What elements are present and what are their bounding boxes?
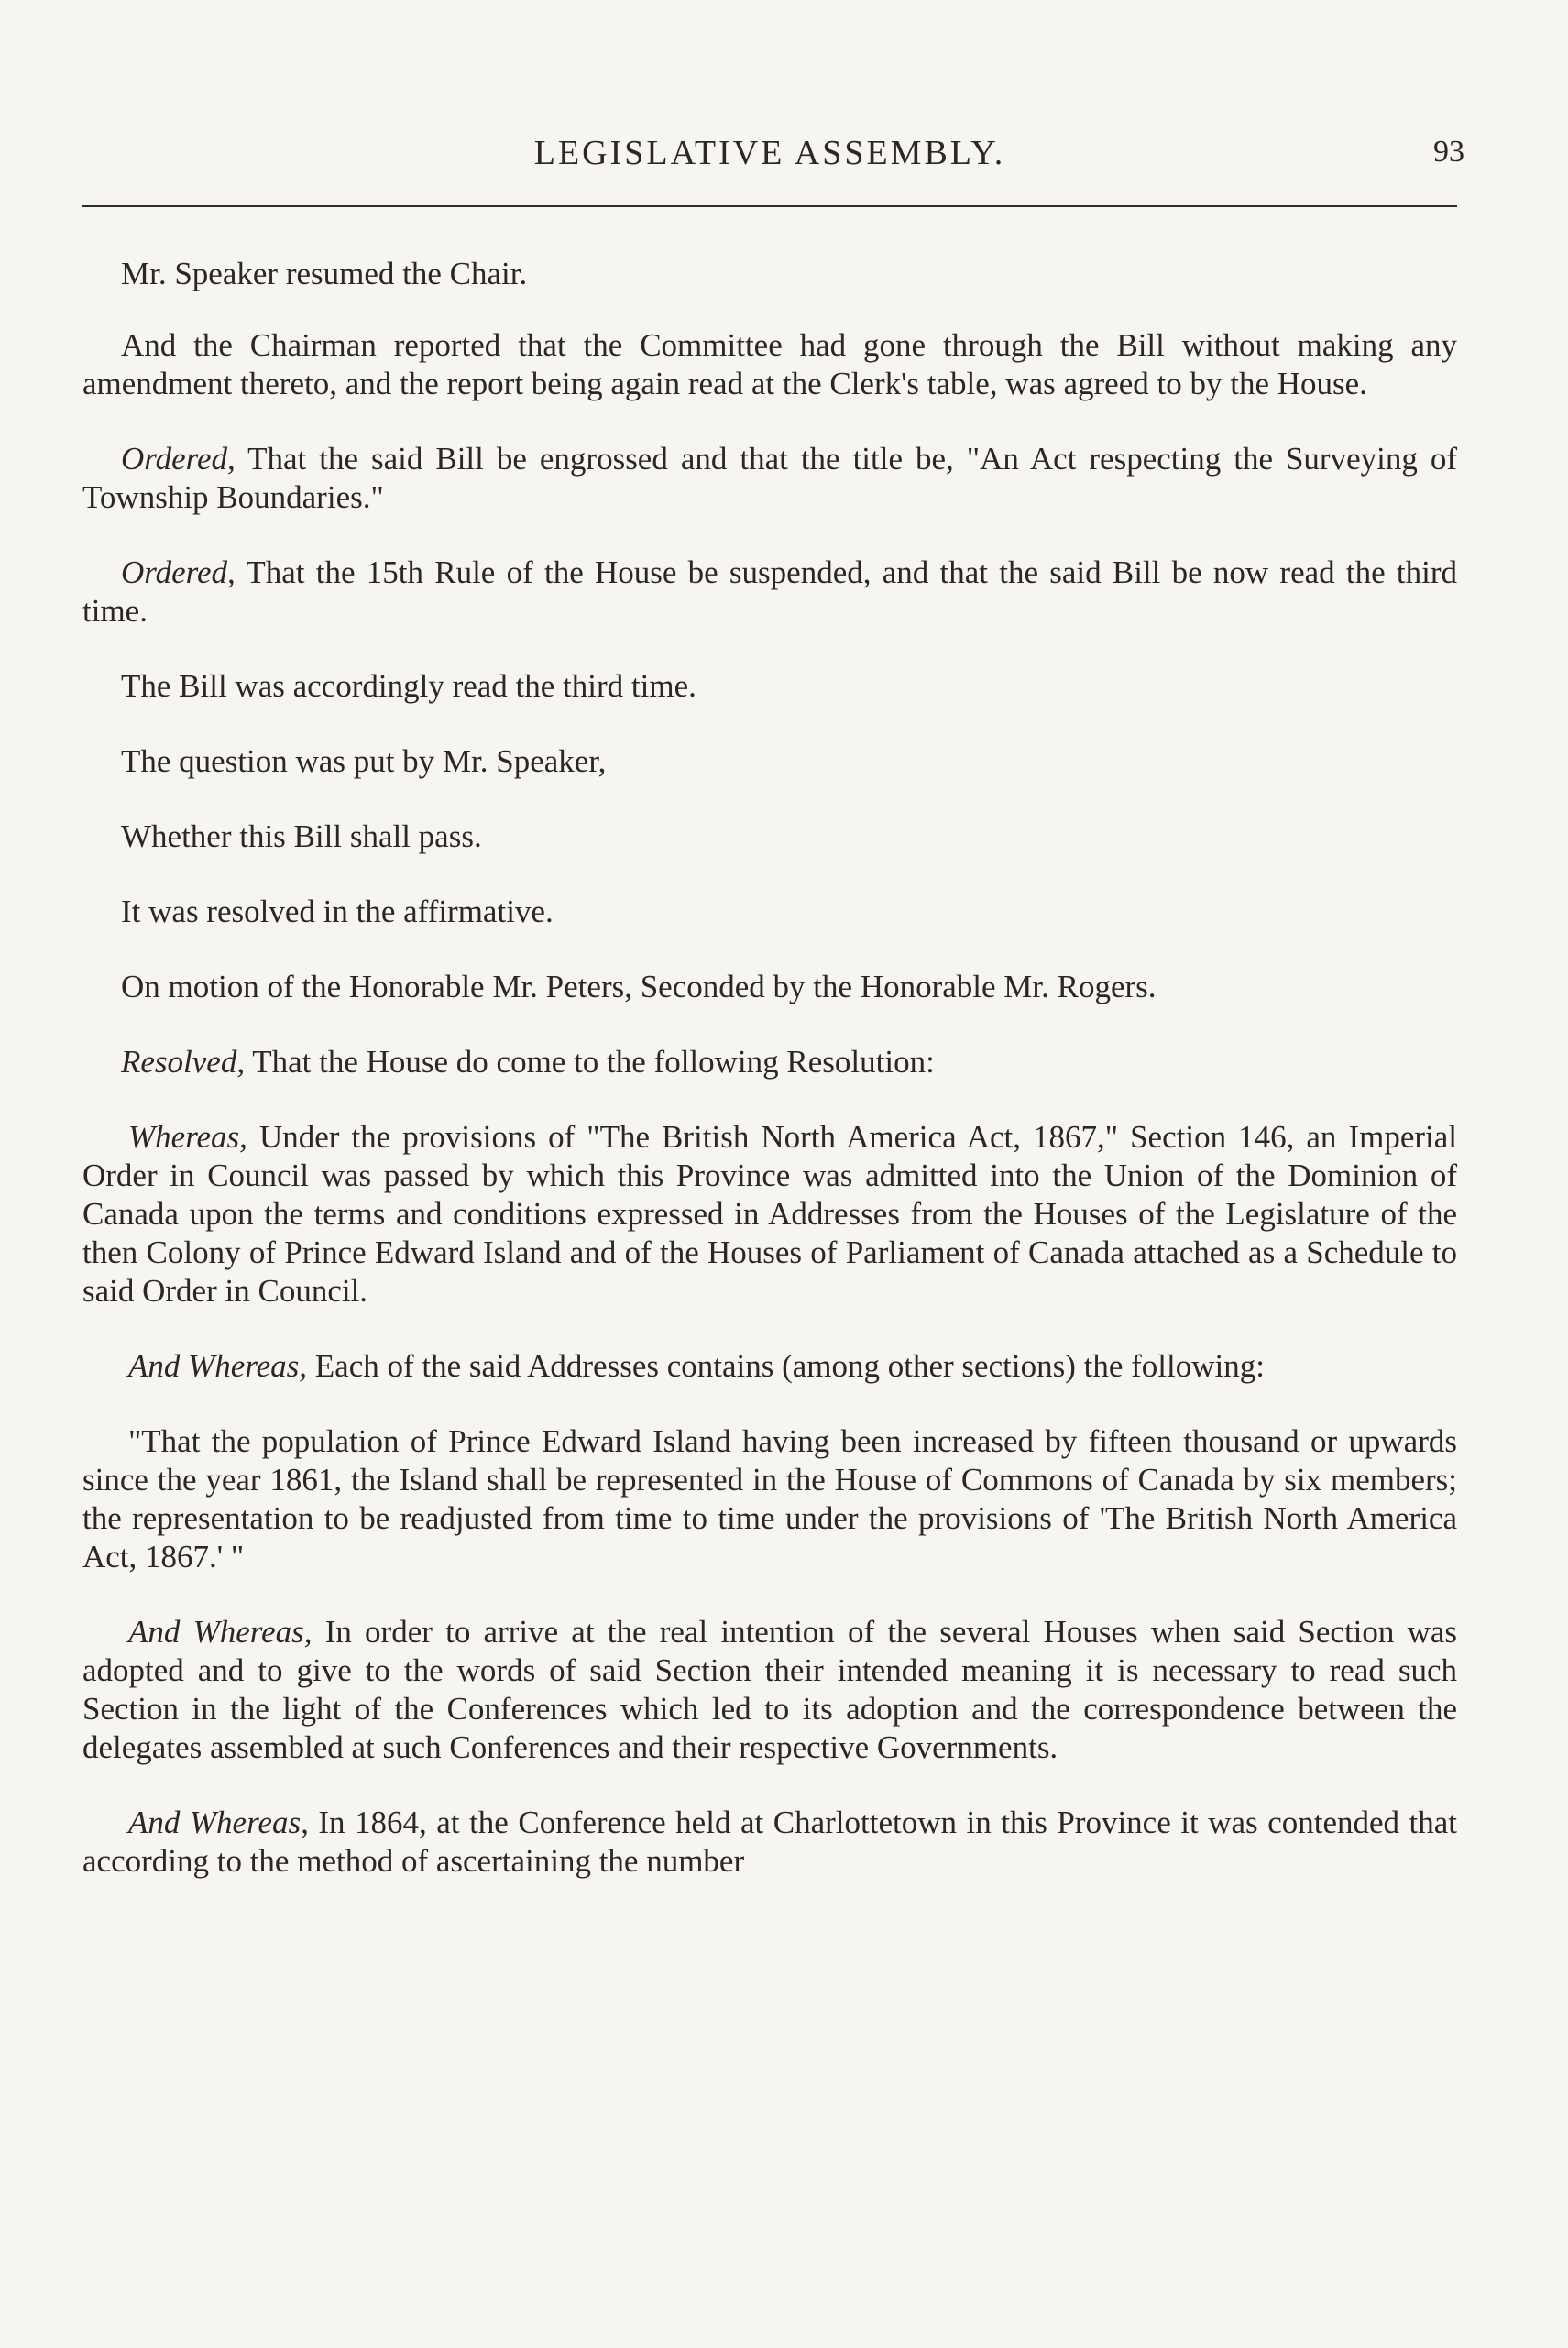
document-body — [82, 255, 1457, 1917]
paragraph-text: Each of the said Addresses contains (among other sections) the following: — [314, 1348, 1265, 1384]
paragraph — [82, 817, 1457, 856]
page-title: LEGISLATIVE ASSEMBLY. — [533, 134, 1006, 172]
paragraph-text: It was resolved in the affirmative. — [121, 894, 554, 929]
header-rule — [82, 205, 1457, 207]
paragraph — [82, 893, 1457, 931]
paragraph-lead: Resolved, — [121, 1044, 246, 1080]
paragraph — [82, 326, 1457, 403]
paragraph-text: The Bill was accordingly read the third time. — [121, 668, 696, 704]
paragraph-text: The question was put by Mr. Speaker, — [121, 743, 607, 779]
page-number: 93 — [1433, 135, 1464, 169]
paragraph-lead: And Whereas, — [128, 1614, 313, 1650]
paragraph-text: And the Chairman reported that the Committee had gone through the Bill without making any amendment thereto, and the report being again read at the Clerk's table, was agreed to by the House. — [82, 327, 1457, 401]
running-header — [82, 133, 1464, 188]
paragraph-text: On motion of the Honorable Mr. Peters, Seconded by the Honorable Mr. Rogers. — [121, 969, 1157, 1004]
paragraph-text: Mr. Speaker resumed the Chair. — [121, 256, 528, 291]
paragraph — [82, 1043, 1457, 1081]
paragraph-text: "That the population of Prince Edward Island having been increased by fifteen thousand or upwards since the year 1861, the Island shall be represented in the House of Commons of Canada by six members; the representation to be readjusted from time to time under the provisions of 'The British North America Act, 1867.' " — [82, 1423, 1457, 1574]
paragraph-lead: Whereas, — [128, 1119, 247, 1155]
paragraph-text: That the said Bill be engrossed and that the title be, "An Act respecting the Surveying of Township Boundaries." — [82, 441, 1457, 515]
paragraph-lead: And Whereas, — [128, 1805, 309, 1840]
paragraph-text: Under the provisions of "The British North America Act, 1867," Section 146, an Imperial Order in Council was passed by which this Province was admitted into the Union of the Dominion of Canada upon the terms and conditions expressed in Addresses from the Houses of the Legislature of the then Colony of Prince Edward Island and of the Houses of Parliament of Canada attached as a Schedule to said Order in Council. — [82, 1119, 1457, 1309]
paragraph-text: That the House do come to the following Resolution: — [252, 1044, 935, 1080]
paragraph — [82, 255, 1457, 293]
paragraph — [82, 554, 1457, 631]
paragraph — [82, 667, 1457, 706]
document-page — [82, 0, 1464, 2348]
paragraph-text: In order to arrive at the real intention of the several Houses when said Section was adopted and to give to the words of said Section their intended meaning it is necessary to read such Section in the light of the Conferences which led to its adoption and the correspondence between the delegates assembled at such Conferences and their respective Governments. — [82, 1614, 1458, 1765]
paragraph — [82, 968, 1457, 1006]
paragraph-lead: Ordered, — [121, 441, 236, 477]
paragraph-lead: Ordered, — [121, 554, 236, 590]
paragraph — [82, 1613, 1457, 1767]
paragraph-text: Whether this Bill shall pass. — [121, 818, 482, 854]
paragraph — [82, 1347, 1457, 1386]
quoted-paragraph — [82, 1422, 1457, 1576]
paragraph — [82, 1118, 1457, 1311]
paragraph — [82, 1804, 1457, 1881]
paragraph-text: In 1864, at the Conference held at Charlottetown in this Province it was contended that according to the method of ascertaining the number — [82, 1805, 1458, 1879]
paragraph-lead: And Whereas, — [128, 1348, 308, 1384]
paragraph-text: That the 15th Rule of the House be suspended, and that the said Bill be now read the third time. — [82, 554, 1457, 629]
paragraph — [82, 440, 1457, 517]
paragraph — [82, 742, 1457, 781]
